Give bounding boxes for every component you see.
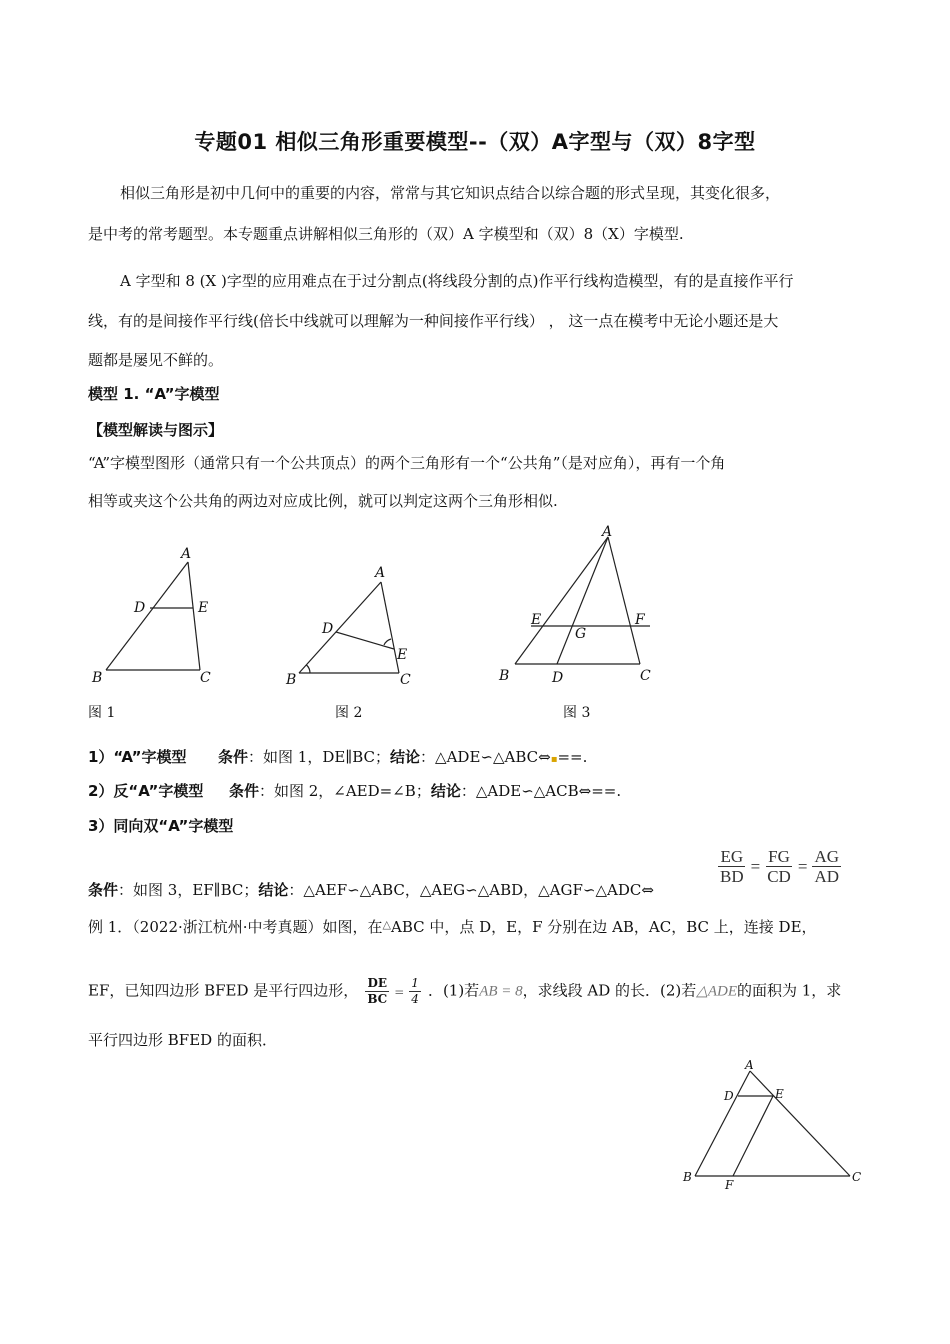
fig2-label-d: D [322,621,334,637]
figure-2-diagram [280,560,420,690]
example-label-a: A [745,1058,754,1072]
item-3-cond: ：如图 3，EF∥BC； [118,881,259,899]
fig2-label-e: E [397,647,408,663]
figure-3-diagram [495,520,665,690]
fig3-label-g: G [575,626,587,642]
frac-eq-1: = [750,856,761,876]
fig1-label-b: B [92,670,103,686]
interp-heading: 【模型解读与图示】 [88,421,224,439]
fig3-label-c: C [640,668,651,684]
example-figure-diagram [675,1055,875,1195]
fig3-label-b: B [499,668,510,684]
example-line-3: 平行四边形 BFED 的面积． [88,1031,277,1049]
figure-2-caption: 图 2 [335,705,363,721]
fig3-label-d: D [552,670,564,686]
example-ab8: AB = 8 [479,983,523,1000]
item-1-cond-label: 条件 [218,748,249,766]
fig2-label-a: A [375,565,386,581]
item-2-cond-label: 条件 [228,782,259,800]
example-line-2c: ，求线段 AD 的长．(2)若 [522,981,697,1000]
example-label-b: B [683,1170,692,1184]
example-line-2d: 的面积为 1，求 [737,981,842,1000]
frac-eg: EG [720,847,744,866]
item-1-tail: ==. [557,748,588,766]
item-3-cond-label: 条件 [88,881,119,899]
ratio-four: 4 [411,992,419,1006]
frac-fg: FG [768,847,790,866]
fig1-label-e: E [198,600,209,616]
example-line-2a: EF，已知四边形 BFED 是平行四边形， [88,981,359,1000]
ratio-one: 1 [411,976,419,990]
dot-mark-icon: ▪ [550,754,558,765]
item-3-fraction [715,847,844,886]
frac-ag: AG [814,847,839,866]
fig1-label-d: D [134,600,146,616]
fig3-label-f: F [635,612,645,628]
example-line-1a: 例 1．（2022·浙江杭州·中考真题）如图，在 [88,918,383,936]
example-line-1 [88,915,817,937]
item-3-conc-label: 结论 [258,881,289,899]
para2-line-3: 题都是屡见不鲜的。 [88,351,224,369]
para2-line-1: A 字型和 8 (X )字型的应用难点在于过分割点(将线段分割的点)作平行线构造模型，有的是直接作平行 [120,272,794,290]
item-3-head: 3）同向双“A”字模型 [88,817,234,835]
item-2-head: 2）反“A”字模型 [88,782,204,800]
figure-1-diagram [88,540,228,690]
ratio-eq: = [394,984,405,999]
page-title: 专题01 相似三角形重要模型--（双）A字型与（双）8字型 [194,130,756,154]
example-ade: △ADE [696,983,737,1000]
frac-ad: AD [814,867,839,886]
fig3-label-e: E [531,612,542,628]
interp-line-2: 相等或夹这个公共角的两边对应成比例，就可以判定这两个三角形相似. [88,492,558,510]
item-2-conc-label: 结论 [430,782,461,800]
frac-bd: BD [720,867,744,886]
fig1-label-c: C [200,670,211,686]
item-2 [88,781,621,801]
fig2-label-c: C [400,672,411,688]
item-1-head: 1）“A”字模型 [88,748,187,766]
intro-line-2: 是中考的常考题型。本专题重点讲解相似三角形的（双）A 字模型和（双）8（X）字模型. [88,225,684,243]
figure-3-caption: 图 3 [563,705,591,721]
frac-cd: CD [767,867,791,886]
item-1-conc: ：△ADE∽△ABC⇔ [420,748,551,766]
example-label-e: E [775,1087,784,1101]
fig3-label-a: A [602,524,613,540]
ratio-de: DE [367,976,388,990]
item-2-conc: ：△ADE∽△ACB⇔==. [460,782,622,800]
example-line-2b: ．(1)若 [427,981,480,1000]
example-triangle: △ [382,918,391,931]
item-1-cond: ：如图 1，DE∥BC； [248,748,391,766]
model1-heading: 模型 1. “A”字模型 [88,385,220,403]
fig2-label-b: B [286,672,297,688]
interp-line-1: “A”字模型图形（通常只有一个公共顶点）的两个三角形有一个“公共角”（是对应角），再有一个角 [88,454,726,472]
item-3 [88,880,654,900]
intro-line-1: 相似三角形是初中几何中的重要的内容，常常与其它知识点结合以综合题的形式呈现，其变化很多， [120,184,781,202]
example-label-d: D [724,1089,734,1103]
para2-line-2: 线，有的是间接作平行线(倍长中线就可以理解为一种间接作平行线） ， 这一点在模考中无论小题还是大 [88,312,779,330]
example-line-2 [88,976,841,1007]
fig1-label-a: A [181,546,192,562]
item-2-cond: ：如图 2，∠AED=∠B； [258,782,431,800]
ratio-bc: BC [367,992,388,1006]
frac-eq-2: = [797,856,808,876]
example-label-f: F [725,1178,734,1192]
item-3-conc: ：△AEF∽△ABC，△AEG∽△ABD，△AGF∽△ADC⇔ [288,881,654,899]
example-line-1b: ABC 中，点 D，E，F 分别在边 AB，AC，BC 上，连接 DE， [391,918,817,936]
item-1-conc-label: 结论 [390,748,421,766]
example-label-c: C [852,1170,862,1184]
item-1 [88,747,587,770]
figure-1-caption: 图 1 [88,705,116,721]
